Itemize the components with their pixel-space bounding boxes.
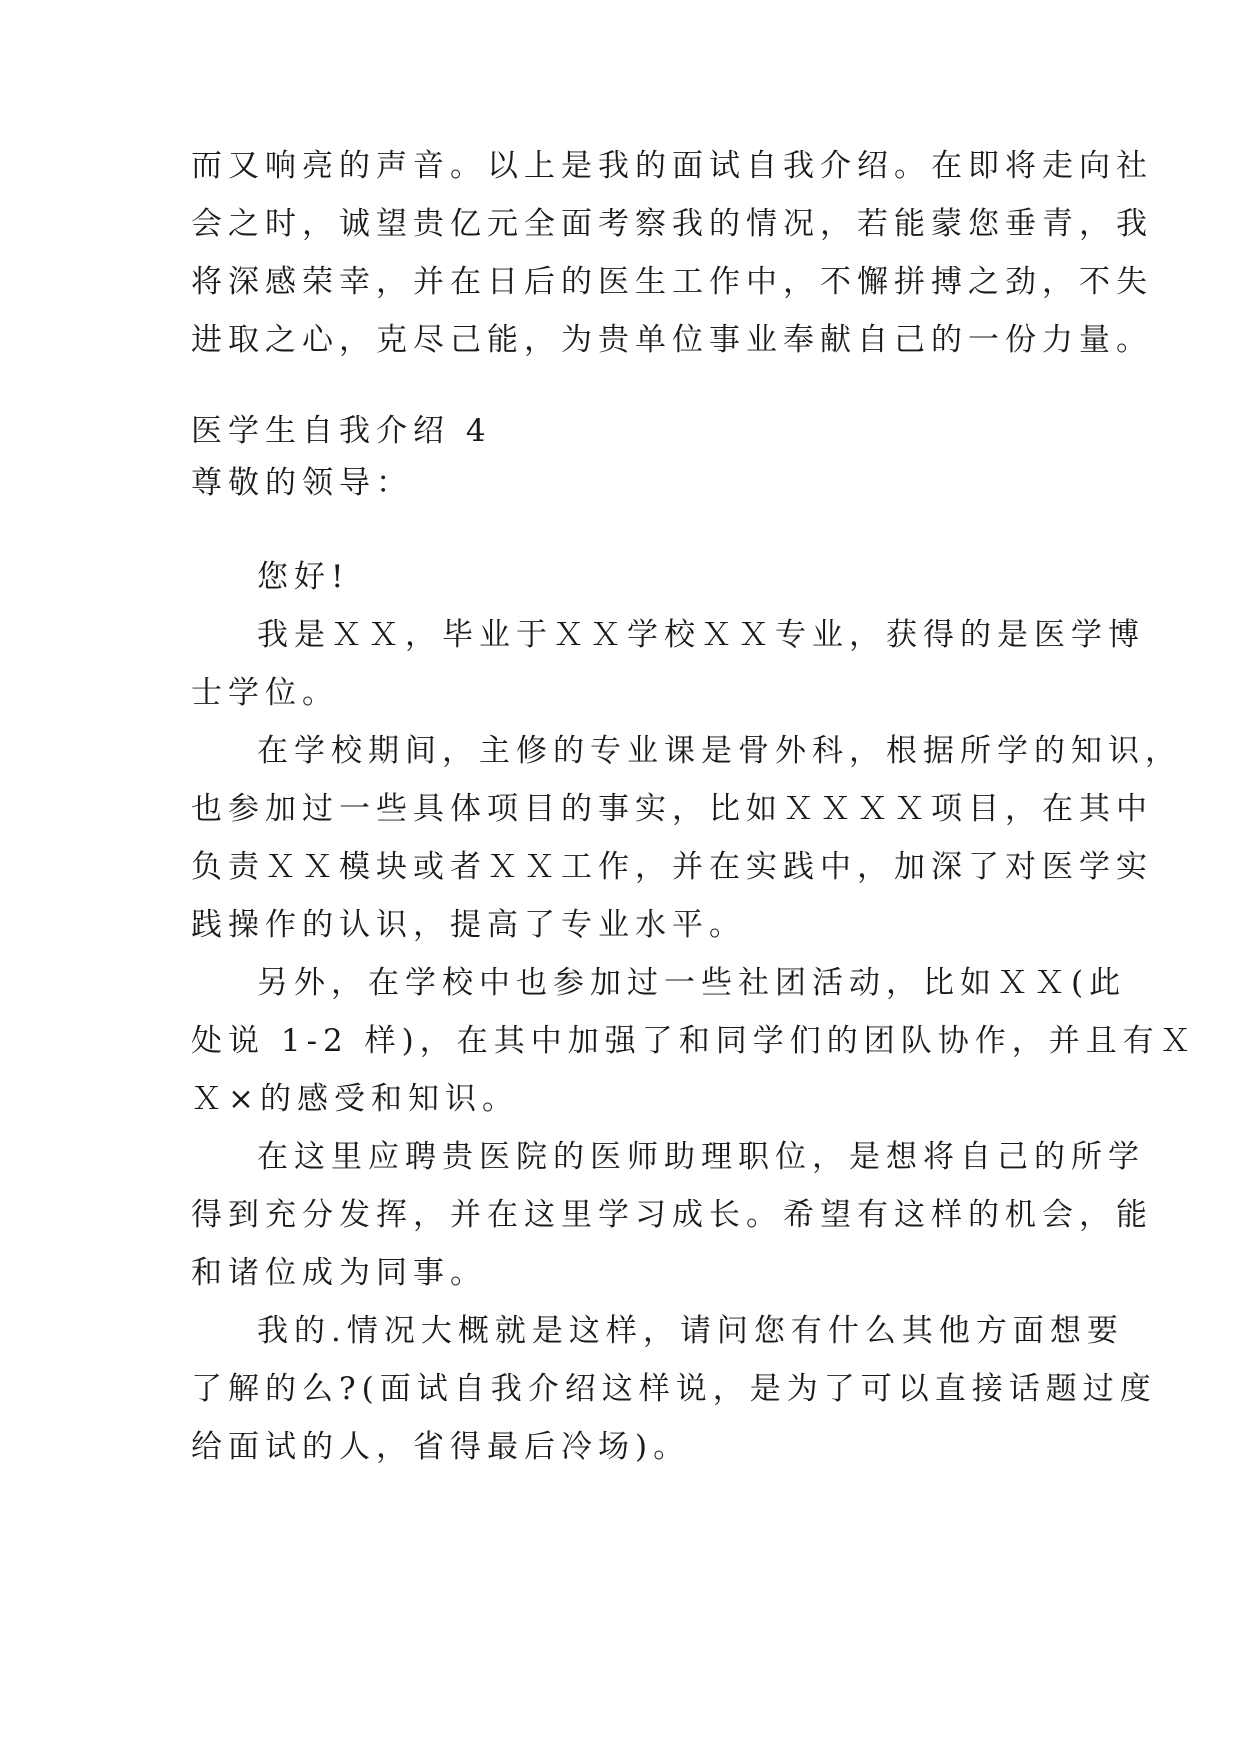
letter-body — [191, 606, 1197, 1476]
section-header — [191, 405, 1061, 509]
letter-greeting — [191, 548, 1061, 606]
paragraph-1 — [191, 606, 1145, 722]
paragraph-4 — [191, 1128, 1153, 1302]
text-line: 负责ＸＸ模块或者ＸＸ工作，并在实践中，加深了对医学实 — [191, 849, 1153, 885]
text-line: 处说 1-2 样)，在其中加强了和同学们的团队协作，并且有Ｘ — [191, 1023, 1197, 1059]
paragraph-5 — [191, 1302, 1157, 1476]
section-title: 医学生自我介绍 4 — [191, 413, 492, 449]
closing-paragraph — [191, 137, 1153, 369]
text-line: 进取之心，克尽己能，为贵单位事业奉献自己的一份力量。 — [191, 322, 1153, 358]
greeting: 您好! — [257, 559, 350, 595]
text-line: 得到充分发挥，并在这里学习成长。希望有这样的机会，能 — [191, 1197, 1153, 1233]
text-line: 和诸位成为同事。 — [191, 1255, 487, 1291]
text-line: 将深感荣幸，并在日后的医生工作中，不懈拼搏之劲，不失 — [191, 264, 1153, 300]
text-line: Ｘ×的感受和知识。 — [191, 1081, 519, 1117]
paragraph-2 — [191, 722, 1182, 954]
text-line: 在学校期间，主修的专业课是骨外科，根据所学的知识， — [257, 733, 1182, 769]
text-line: 在这里应聘贵医院的医师助理职位，是想将自己的所学 — [257, 1139, 1145, 1175]
text-line: 而又响亮的声音。以上是我的面试自我介绍。在即将走向社 — [191, 148, 1153, 184]
text-line: 我是ＸＸ，毕业于ＸＸ学校ＸＸ专业，获得的是医学博 — [257, 617, 1145, 653]
text-line: 践操作的认识，提高了专业水平。 — [191, 907, 746, 943]
text-line: 我的.情况大概就是这样，请问您有什么其他方面想要 — [257, 1313, 1124, 1349]
text-line: 另外，在学校中也参加过一些社团活动，比如ＸＸ(此 — [257, 965, 1127, 1001]
text-line: 也参加过一些具体项目的事实，比如ＸＸＸＸ项目，在其中 — [191, 791, 1153, 827]
salutation: 尊敬的领导： — [191, 465, 413, 501]
text-line: 会之时，诚望贵亿元全面考察我的情况，若能蒙您垂青，我 — [191, 206, 1153, 242]
text-line: 了解的么?(面试自我介绍这样说，是为了可以直接话题过度 — [191, 1371, 1157, 1407]
text-line: 士学位。 — [191, 675, 339, 711]
text-line: 给面试的人，省得最后冷场)。 — [191, 1429, 691, 1465]
paragraph-3 — [191, 954, 1197, 1128]
